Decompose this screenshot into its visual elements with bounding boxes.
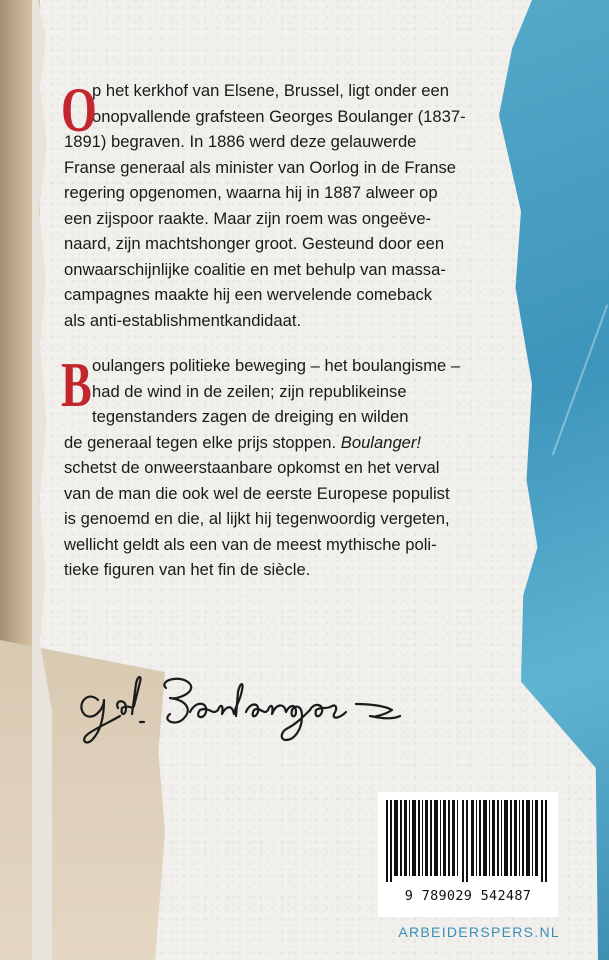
p2-line: van de man die ook wel de eerste Europese populist	[64, 483, 450, 503]
p2-line4-text: de generaal tegen elke prijs stoppen.	[64, 432, 337, 452]
p2-line: is genoemd en die, al lijkt hij tegenwoordig vergeten,	[64, 509, 450, 528]
barcode-bars	[386, 800, 550, 882]
book-title-italic: Boulanger!	[340, 432, 422, 452]
p2-line: had de wind in de zeilen; zijn republikeinse	[92, 381, 407, 401]
p1-line: campagnes maakte hij een wervelende comeback	[64, 285, 433, 304]
p1-line: onopvallende grafsteen Georges Boulanger (1837-	[92, 106, 466, 126]
p1-line: p het kerkhof van Elsene, Brussel, ligt onder een	[92, 81, 449, 100]
dropcap-b: B	[61, 349, 92, 420]
p1-line: onwaarschijnlijke coalitie en met behulp van massa-	[64, 259, 446, 279]
publisher-website: ARBEIDERSPERS.NL	[398, 924, 560, 940]
p1-line: Franse generaal als minister van Oorlog in de Franse	[64, 157, 456, 177]
paragraph-1	[61, 74, 554, 333]
p1-line: als anti-establishmentkandidaat.	[64, 310, 302, 330]
p1-line: regering opgenomen, waarna hij in 1887 alweer op	[64, 183, 438, 202]
paragraph-2	[61, 349, 554, 583]
boulanger-signature	[70, 660, 450, 750]
p1-line: 1891) begraven. In 1886 werd deze gelauwerde	[64, 132, 417, 151]
p2-line: tegenstanders zagen de dreiging en wilden	[92, 407, 409, 426]
p2-line: wellicht geldt als een van de meest mythische poli-	[64, 534, 437, 554]
isbn-number: 9 789029 542487	[404, 888, 532, 904]
dropcap-o: O	[61, 74, 97, 145]
p2-line	[64, 430, 554, 456]
p2-line: oulangers politieke beweging – het boulangisme –	[92, 356, 461, 375]
p1-line: een zijspoor raakte. Maar zijn roem was ongeëve-	[64, 208, 432, 228]
p2-line: schetst de onweerstaanbare opkomst en het verval	[64, 458, 440, 477]
barcode	[378, 792, 558, 917]
p1-line: naard, zijn machtshonger groot. Gesteund door een	[64, 234, 445, 253]
p2-line: tieke figuren van het fin de siècle.	[64, 560, 311, 579]
